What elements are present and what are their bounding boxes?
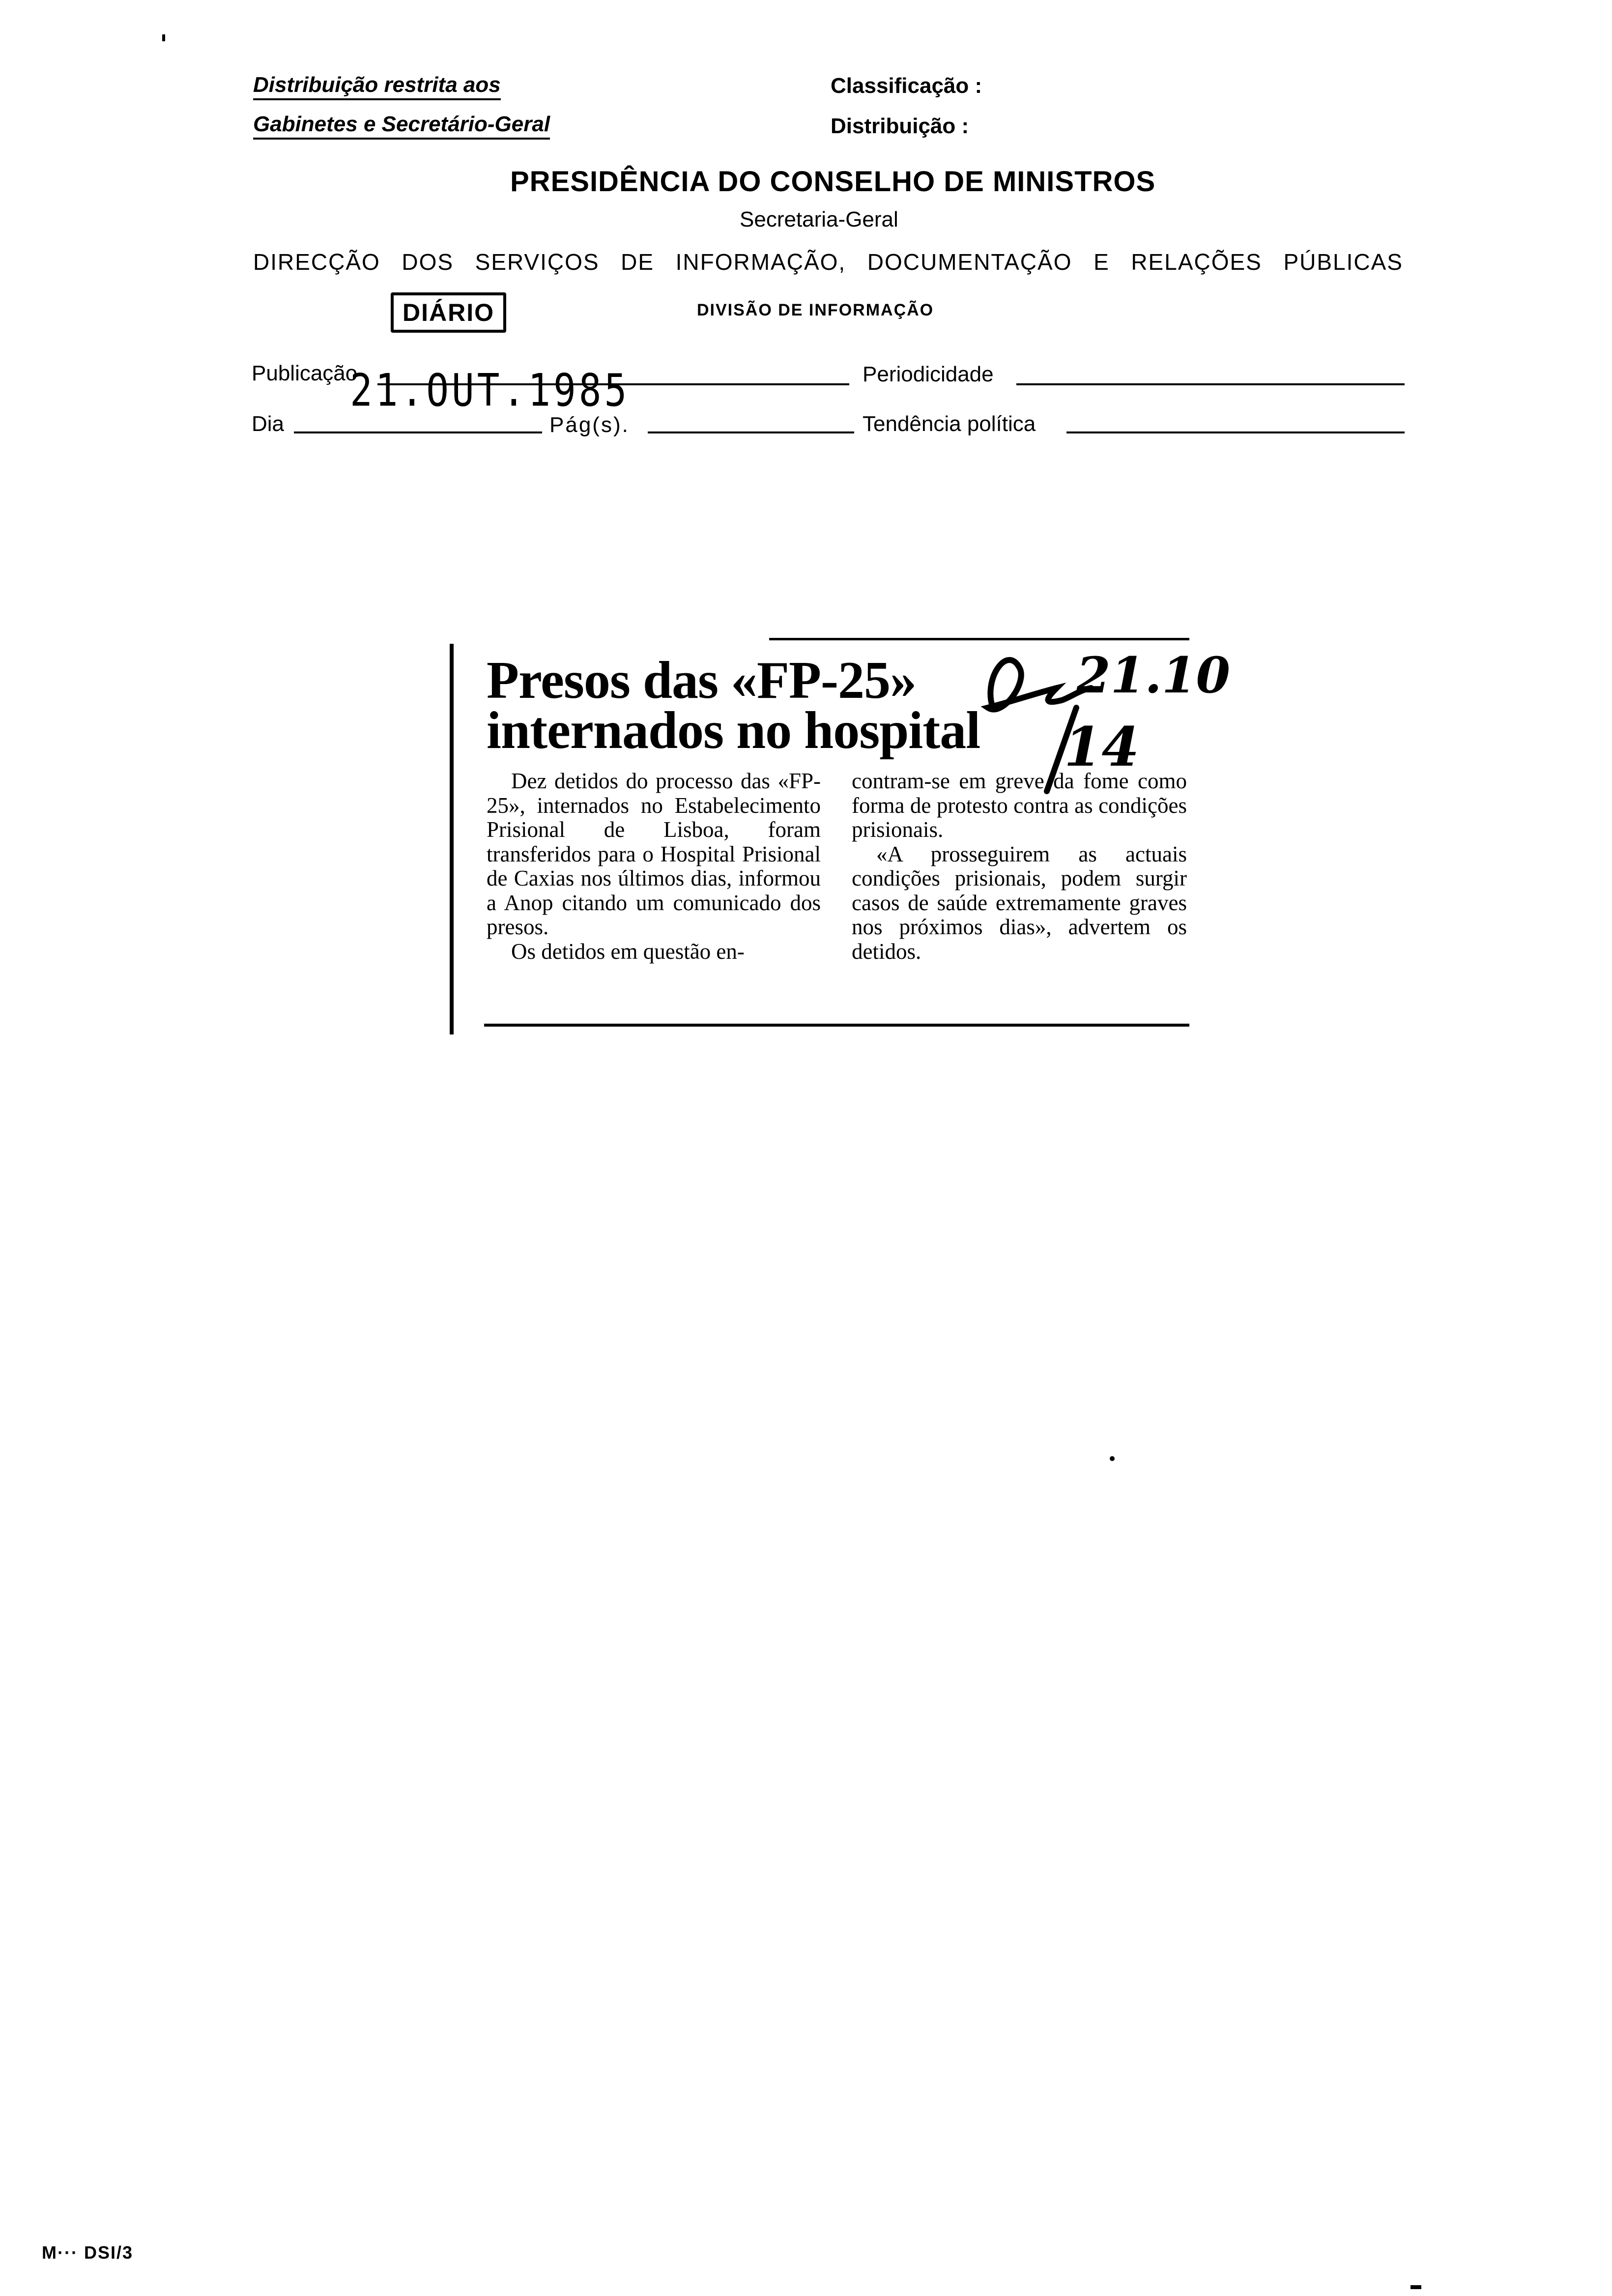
directorate-line	[253, 249, 1403, 275]
clipping-left-rule	[450, 644, 454, 1034]
day-label: Dia	[252, 412, 285, 436]
tendency-label: Tendência política	[863, 412, 1036, 436]
directorate-word: INFORMAÇÃO,	[675, 249, 846, 275]
directorate-word: DIRECÇÃO	[253, 249, 380, 275]
directorate-word: DE	[621, 249, 655, 275]
periodicity-label: Periodicidade	[863, 362, 994, 386]
classification-label: Classificação :	[831, 74, 982, 98]
scan-speck	[1110, 1456, 1115, 1461]
publication-label: Publicação	[252, 361, 358, 385]
handwritten-page: 14	[1064, 715, 1140, 778]
scan-speck	[162, 34, 165, 41]
scan-speck	[1410, 2285, 1421, 2289]
division-label: DIVISÃO DE INFORMAÇÃO	[697, 301, 934, 319]
form-code: M··· DSI/3	[42, 2242, 133, 2263]
clipping-paragraph: Dez detidos do processo das «FP-25», internados no Estabelecimento Prisional de Lisboa, foram transferidos para o Hospital Prisional de Caxias nos últimos dias, informou a Anop citando um comunicado dos presos.	[487, 769, 821, 939]
clipping-paragraph: contram-se em greve da fome como forma de protesto contra as condições prisionais.	[852, 769, 1187, 842]
directorate-word: E	[1094, 249, 1110, 275]
distribution-restricted-line2: Gabinetes e Secretário-Geral	[253, 112, 550, 140]
clipping-paragraph: Os detidos em questão en-	[511, 939, 745, 964]
handwritten-date: 21.10	[1076, 646, 1231, 704]
periodicity-line	[1016, 383, 1405, 385]
directorate-word: RELAÇÕES	[1131, 249, 1262, 275]
clipping-column-1	[487, 769, 821, 964]
clipping-paragraph: «A prosseguirem as actuais condições prisionais, podem surgir casos de saúde extremamente graves nos próximos dias», advertem os detidos.	[852, 841, 1187, 964]
pages-line	[648, 431, 854, 433]
directorate-word: PÚBLICAS	[1283, 249, 1403, 275]
clipping-column-2	[852, 769, 1187, 964]
org-subtitle: Secretaria-Geral	[740, 207, 898, 231]
distribution-label: Distribuição :	[831, 114, 969, 138]
day-line	[294, 431, 542, 433]
diario-stamp: DIÁRIO	[391, 292, 506, 333]
directorate-word: DOCUMENTAÇÃO	[867, 249, 1072, 275]
pages-label: Pág(s).	[549, 413, 630, 437]
distribution-restricted-line1: Distribuição restrita aos	[253, 73, 501, 100]
clipping-bottom-rule	[484, 1024, 1189, 1027]
directorate-word: DOS	[402, 249, 454, 275]
directorate-word: SERVIÇOS	[475, 249, 600, 275]
org-title: PRESIDÊNCIA DO CONSELHO DE MINISTROS	[510, 166, 1156, 198]
date-stamp: 21.OUT.1985	[350, 364, 630, 416]
clipping-headline-line2: internados no hospital	[487, 701, 980, 760]
tendency-line	[1066, 431, 1405, 433]
clipping-headline-line1: Presos das «FP-25»	[487, 651, 916, 710]
